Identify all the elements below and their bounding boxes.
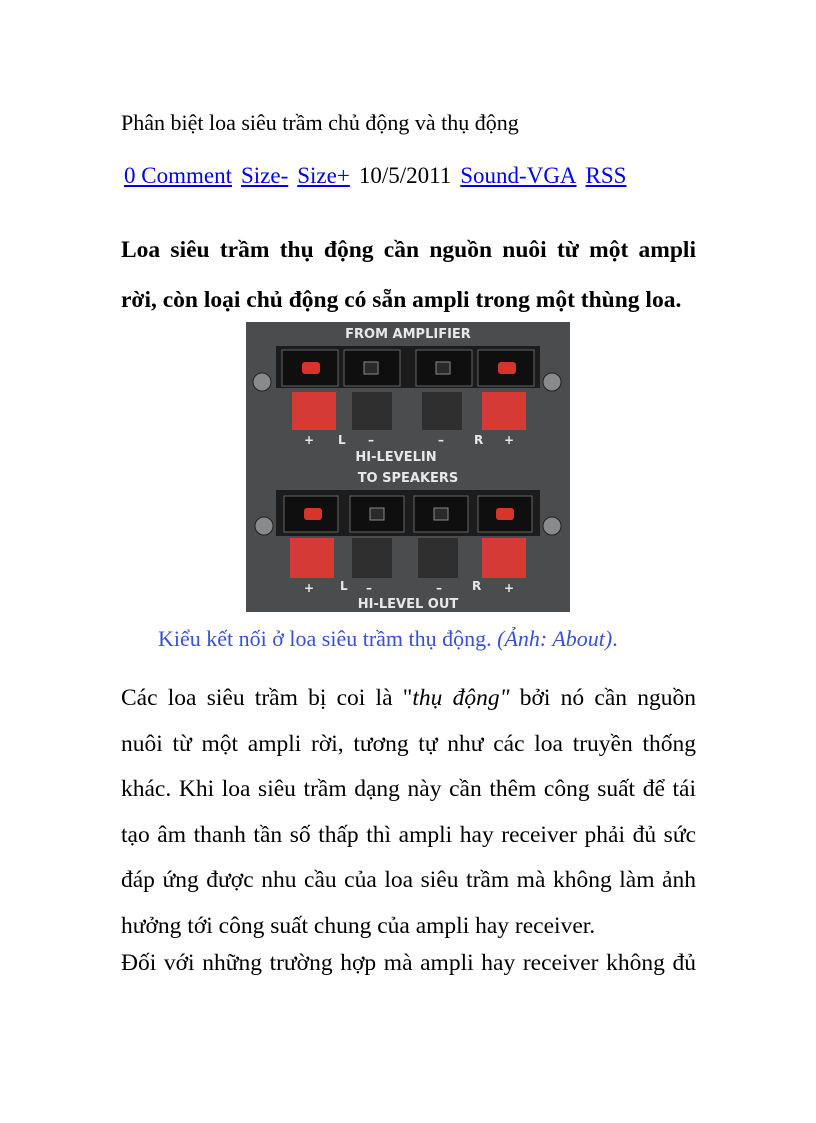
article-paragraph-2: Đối với những trường hợp mà ampli hay receiver không đủ [121, 950, 696, 976]
terminal-top-r: R [474, 433, 484, 447]
paragraph-1-line-1 [121, 676, 696, 722]
lead-line-1: Loa siêu trầm thụ động cần nguồn nuôi từ một ampli [121, 237, 696, 263]
caption-source: (Ảnh: About) [497, 626, 613, 651]
paragraph-1-line-6: hưởng tới công suất chung của ampli hay receiver. [121, 912, 596, 939]
rss-link[interactable]: RSS [585, 163, 627, 188]
paragraph-1-line-1-start: Các loa siêu trầm bị coi là " [121, 685, 413, 711]
lead-line-2: rời, còn loại chủ động có sẵn ampli trong một thùng loa. [121, 287, 682, 313]
terminal-bottom-plus-right: + [504, 581, 515, 595]
article-title: Phân biệt loa siêu trầm chủ động và thụ động [121, 110, 519, 135]
paragraph-1-line-3: khác. Khi loa siêu trầm dạng này cần thêm công suất để tái [121, 776, 696, 802]
font-size-increase-link[interactable]: Size+ [297, 163, 350, 188]
paragraph-1-line-2: nuôi từ một ampli rời, tương tự như các loa truyền thống [121, 730, 696, 757]
article-lead [121, 225, 696, 325]
label-hi-level-in: HI-LEVELIN [355, 450, 437, 465]
comment-link[interactable]: 0 Comment [124, 163, 232, 188]
label-from-amplifier: FROM AMPLIFIER [345, 327, 471, 342]
font-size-decrease-link[interactable]: Size- [240, 163, 289, 188]
paragraph-1-line-5: đáp ứng được nhu cầu của loa siêu trầm mà không làm ảnh [121, 867, 696, 893]
terminal-top-plus-left: + [304, 433, 315, 447]
paragraph-1-line-4: tạo âm thanh tần số thấp thì ampli hay receiver phải đủ sức [121, 821, 696, 848]
terminal-top-l: L [338, 433, 346, 447]
terminal-bottom-minus-left: – [366, 581, 372, 595]
terminal-top-minus-right: – [438, 433, 444, 447]
speaker-terminal-photo [246, 322, 570, 612]
article-meta-bar [124, 163, 626, 189]
paragraph-1-line-1-end: bởi nó cần nguồn [509, 685, 696, 711]
article-paragraph-1 [121, 676, 696, 949]
label-to-speakers: TO SPEAKERS [357, 471, 459, 486]
terminal-top-plus-right: + [504, 433, 515, 447]
terminal-bottom-r: R [472, 579, 482, 593]
caption-end: . [612, 626, 618, 651]
speaker-terminal-illustration [246, 322, 570, 612]
label-hi-level-out: HI-LEVEL OUT [357, 597, 459, 612]
publish-date: 10/5/2011 [358, 163, 452, 188]
caption-text: Kiểu kết nối ở loa siêu trầm thụ động. [158, 626, 498, 651]
paragraph-1-emphasis: thụ động" [412, 685, 510, 711]
category-link[interactable]: Sound-VGA [460, 163, 577, 188]
terminal-bottom-l: L [340, 579, 348, 593]
photo-caption [158, 626, 618, 652]
terminal-bottom-minus-right: – [436, 581, 442, 595]
terminal-bottom-plus-left: + [304, 581, 315, 595]
terminal-top-minus-left: – [368, 433, 374, 447]
